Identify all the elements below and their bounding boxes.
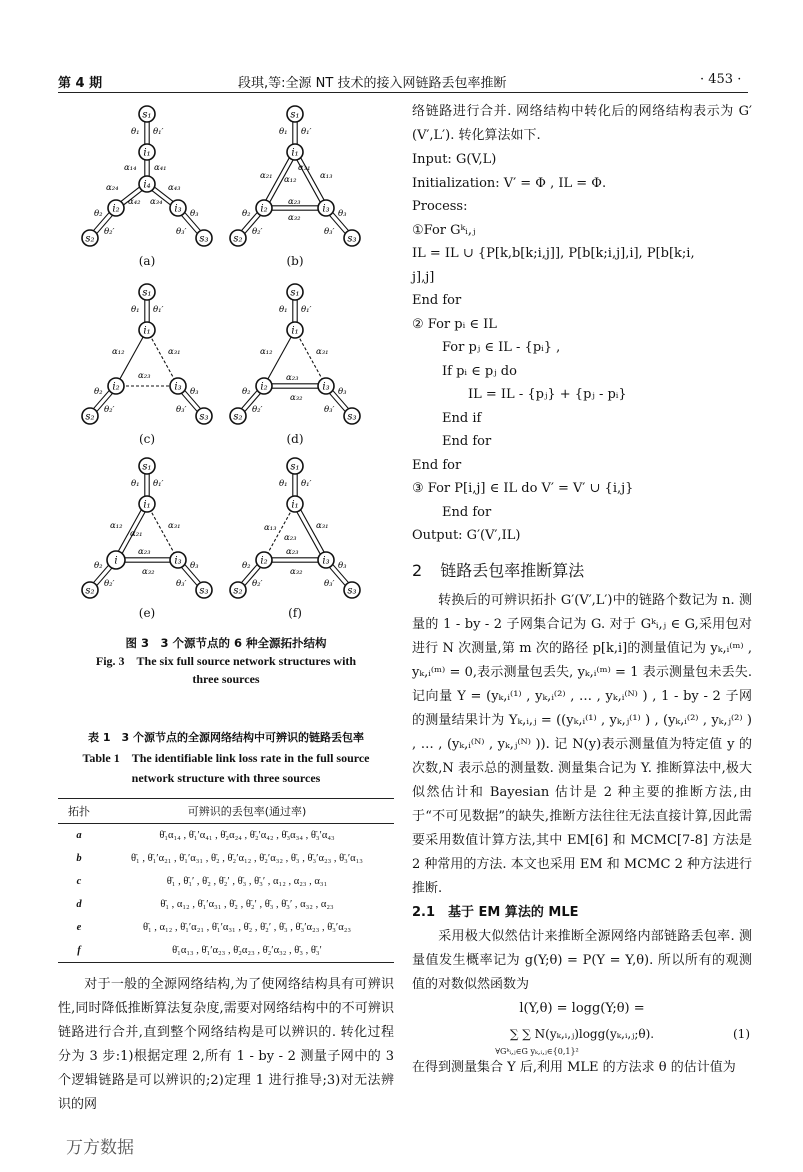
theta-label: θ₂′ [252,405,263,415]
algorithm-line: IL = IL ∪ {P[k,b[k;i,j]], P[b[k;i,j],i], P[b[k;i, [412,246,695,261]
algorithm-line: Process: [412,199,468,214]
formula-line-2 [412,1021,752,1056]
theta-label: θ₃ [190,387,199,397]
theta-label: θ₃ [338,387,347,397]
theta-label: θ₃′ [324,405,335,415]
alpha-label: α₂₃ [286,373,299,383]
alpha-label: α₁₂ [284,175,297,185]
source-node-label: s₁ [142,461,152,473]
theta-label: θ₂ [94,209,103,219]
algorithm-line: End for [442,504,492,520]
diagram-c [72,282,222,432]
theta-label: θ₃′ [176,579,187,589]
theta-label: θ₃′ [324,579,335,589]
alpha-label: α₂₄ [106,183,119,193]
algorithm-line: End for [412,293,462,308]
algorithm-line: End for [412,457,462,473]
internal-node-label: i₁ [143,499,151,511]
alpha-label: α₃₂ [290,393,303,403]
diagram-a [72,104,222,254]
col-header-topology: 拓扑 [58,799,100,824]
panel-b [220,104,370,254]
closing-paragraph: 在得到测量集合 Y 后,利用 MLE 的方法求 θ 的估计值为 [412,1059,736,1075]
theta-label: θ₁ [279,127,288,137]
diagram-e [72,456,222,606]
subsection-text: 采用极大似然估计来推断全源网络内部链路丢包率. 测量值发生概率记为 g(Y;θ) = P(Y = Y,θ). 所以所有的观测值的对数似然函数为 [412,928,752,992]
internal-node-label: i₃ [174,555,182,567]
col-header-rates: 可辨识的丢包率(通过率) [100,799,394,824]
section-2-paragraph [412,589,752,901]
alpha-label: α₂₃ [138,371,151,381]
internal-node-label: i₂ [260,203,268,215]
panel-d [220,282,370,432]
theta-label: θ₂ [94,561,103,571]
table-caption-cn: 表 1 3 个源节点的全源网络结构中可辨识的链路丢包率 [88,731,364,744]
header-rule [58,92,748,93]
subsection-paragraph [412,925,752,997]
alpha-label: α₃₂ [290,567,303,577]
internal-node-label: i₁ [291,147,299,159]
theta-label: θ₂ [94,387,103,397]
table-row [58,916,394,939]
source-node-label: s₂ [85,233,95,245]
algorithm-line: ③ For P[i,j] ∈ IL do V′ = V′ ∪ {i,j} [412,481,634,496]
row-value: θ̄₁α₁₄ , θ̄₁′α₄₁ , θ̄₂α₂₄ , θ̄₂′α₄₂ , θ̄₃α₃₄ , θ̄₃′α₄₃ [159,830,335,841]
source-node-label: s₃ [199,411,209,423]
algorithm-line: IL = IL - {pⱼ} + {pⱼ - pᵢ} [442,387,627,402]
alpha-label: α₁₂ [112,347,125,357]
table-row [58,824,394,848]
figure-caption-cn: 图 3 3 个源节点的 6 种全源拓扑结构 [125,636,327,650]
theta-label: θ₁ [279,305,288,315]
section-number: 2 [412,560,423,580]
table-row [58,847,394,870]
table-row [58,870,394,893]
algorithm-line: If pᵢ ∈ pⱼ do [442,363,517,379]
theta-label: θ₁′ [153,479,164,489]
algorithm-line: Initialization: V′ = Φ , IL = Φ. [412,175,607,191]
panel-f [220,456,370,606]
alpha-label: α₁₃ [264,523,277,533]
section-title: 链路丢包率推断算法 [440,560,585,580]
source-node-label: s₁ [142,287,152,299]
theta-label: θ₂ [242,561,251,571]
theta-label: θ₃ [338,561,347,571]
algorithm-line: End for [442,434,492,449]
table-row [58,939,394,963]
figure-caption-en-2: three sources [192,672,260,686]
alpha-label: α₂₁ [260,171,273,181]
right-column [412,100,752,1080]
theta-label: θ₃ [338,209,347,219]
intro-paragraph: 络链路进行合并. 网络结构中转化后的网络结构表示为 G′(V′,L′). 转化算法如下. [412,104,752,143]
formula-line-1: l(Y,θ) = logg(Y;θ) = [519,1000,645,1016]
diagram-f [220,456,370,606]
alpha-label: α₄₁ [154,163,167,173]
alpha-label: α₂₃ [284,533,297,543]
theta-label: θ₂ [242,387,251,397]
source-node-label: s₂ [233,411,243,423]
row-key: f [58,939,100,963]
table-1 [58,798,394,963]
alpha-label: α₄₂ [128,197,141,207]
alpha-label: α₃₁ [316,347,329,357]
row-key: b [76,853,82,864]
internal-node-label: i₁ [143,325,151,337]
theta-label: θ₁′ [301,127,312,137]
table-caption-en-1: Table 1 The identifiable link loss rate in the full source [82,751,370,765]
algorithm-line: End if [442,410,482,426]
theta-label: θ₃ [190,561,199,571]
row-key: d [76,899,82,910]
theta-label: θ₁ [279,479,288,489]
theta-label: θ₂′ [252,227,263,237]
row-value: θ̄₁ , θ̄₁′α₂₁ , θ̄₁′α₃₁ , θ̄₂ , θ̄₂′α₁₂ , θ̄₂′α₃₂ , θ̄₃ , θ̄₃′α₂₃ , θ̄₃′α₁₃ [131,853,363,864]
source-node-label: s₁ [290,461,300,473]
theta-label: θ₃′ [324,227,335,237]
alpha-label: α₃₂ [288,213,301,223]
alpha-label: α₂₃ [288,197,301,207]
algorithm-block [412,148,752,548]
alpha-label: α₁₂ [110,521,123,531]
algorithm-line: Output: G′(V′,IL) [412,528,521,543]
internal-node-label: i [114,555,118,567]
internal-node-label: i₄ [143,179,151,191]
panel-label-a: (a) [138,254,156,268]
algorithm-line: For pⱼ ∈ IL - {pᵢ} , [442,340,561,355]
alpha-label: α₂₁ [130,529,143,539]
left-paragraph-text: 对于一般的全源网络结构,为了使网络结构具有可辨识性,同时降低推断算法复杂度,需要对网络结构中的不可辨识链路进行合并,直到整个网络结构是可以辨识的. 转化过程分为 3 步:1)根据定理 2,所有 1 - by - 2 测量子网中的 3 个逻辑链路是可以辨识的;2)定理 1 进行推导;3)对无法辨识的网 [58,977,394,1112]
alpha-label: α₄₃ [168,183,181,193]
internal-link [147,504,178,560]
source-node-label: s₂ [85,585,95,597]
theta-label: θ₂′ [104,405,115,415]
section-2-text: 转换后的可辨识拓扑 G′(V′,L′)中的链路个数记为 n. 测量的 1 - by - 2 子网集合记为 G. 对于 Gᵏᵢ,ⱼ ∈ G,采用包对进行 N 次测量,第 m 次的路径 p[k,i]的测量值记为 yₖ,ᵢ⁽ᵐ⁾ , yₖ,ᵢ⁽ᵐ⁾ = 0,表示测量包丢失, yₖ,ᵢ⁽ᵐ⁾ = 1 表示测量包未丢失. 记向量 Y = (yₖ,ᵢ⁽¹⁾ , yₖ,ᵢ⁽²⁾ , … , yₖ,ᵢ⁽ᴺ⁾ ) , 1 - by - 2 子网的测量结果计为 Yₖ,ᵢ,ⱼ = ((yₖ,ᵢ⁽¹⁾ , yₖ,ⱼ⁽¹⁾ ) , (yₖ,ᵢ⁽²⁾ , yₖ,ⱼ⁽²⁾ ) , … , (yₖ,ᵢ⁽ᴺ⁾ , yₖ,ⱼ⁽ᴺ⁾ )). 记 N(y)表示测量值为特定值 y 的次数,N 表示总的测量数. 测量集合记为 Y. 推断算法中,极大似然估计和 Bayesian 估计是 2 种主要的推断方法,由于“不可见数据”的缺失,推断方法往往无法直接计算,因此需要采用数值计算方法,其中 EM[6] 和 MCMC[7-8] 方法是 2 种常用的方法. 本文也采用 EM 和 MCMC 2 种方法进行推断. [412,592,752,896]
page-number: · 453 · [700,72,742,87]
section-2-heading [412,558,752,581]
internal-node-label: i₃ [322,381,330,393]
internal-node-label: i₃ [174,381,182,393]
source-node-label: s₁ [290,109,300,121]
source-node-label: s₃ [347,585,357,597]
internal-node-label: i₁ [143,147,151,159]
source-node-label: s₃ [347,233,357,245]
internal-node-label: i₂ [112,381,120,393]
alpha-label: α₂₃ [138,547,151,557]
algorithm-line: ② For pᵢ ∈ IL [412,316,497,332]
theta-label: θ₃′ [176,227,187,237]
running-title: 段琪,等:全源 NT 技术的接入网链路丢包率推断 [238,76,507,91]
source-node-label: s₂ [85,411,95,423]
theta-label: θ₃ [190,209,199,219]
left-paragraph [58,973,394,1117]
diagram-b [220,104,370,254]
internal-node-label: i₂ [112,203,120,215]
theta-label: θ₁ [131,127,140,137]
panel-a [72,104,222,254]
alpha-label: α₃₂ [142,567,155,577]
theta-label: θ₁′ [301,305,312,315]
panel-c [72,282,222,432]
algorithm-line: Input: G(V,L) [412,152,497,167]
internal-node-label: i₃ [322,555,330,567]
row-value: θ̄₁α₁₃ , θ̄₁′α₂₃ , θ̄₂α₂₃ , θ̄₂′α₃₂ , θ̄₃ , θ̄₃′ [100,939,394,963]
formula-subscript: ∀Gᵏᵢ,ⱼ∈G yₖ,ᵢ,ⱼ∈{0,1}² [495,1046,579,1056]
internal-link [295,330,326,386]
row-value: θ̄₁ , α₁₂ , θ̄₁′α₃₁ , θ̄₂ , θ̄₂′ , θ̄₃ , θ̄₃′ , α₃₂ , α₂₃ [160,899,334,910]
diagram-d [220,282,370,432]
subsection-2-1-heading: 2.1 基于 EM 算法的 MLE [412,904,579,920]
equation-number: (1) [733,1026,750,1041]
theta-label: θ₂′ [104,579,115,589]
panel-label-b: (b) [286,254,304,268]
source-node-label: s₁ [142,109,152,121]
issue-number: 第 4 期 [58,76,103,91]
panel-label-f: (f) [288,606,302,620]
panel-e [72,456,222,606]
row-key: e [76,922,82,933]
theta-label: θ₁ [131,479,140,489]
table-row [58,893,394,916]
algorithm-line: ①For Gᵏᵢ,ⱼ [412,222,476,238]
theta-label: θ₁′ [153,305,164,315]
row-value: θ̄₁ , α₁₂ , θ̄₁′α₂₁ , θ̄₁′α₃₁ , θ̄₂ , θ̄₂′ , θ̄₃ , θ̄₃′α₂₃ , θ̄₃′α₂₃ [142,922,352,933]
panel-label-e: (e) [138,606,156,620]
source-node-label: s₃ [347,411,357,423]
source-node-label: s₂ [233,233,243,245]
table-caption-en-2: network structure with three sources [131,771,321,785]
alpha-label: α₃₄ [150,197,163,207]
alpha-label: α₃₁ [316,521,329,531]
internal-node-label: i₁ [291,325,299,337]
internal-node-label: i₂ [260,381,268,393]
theta-label: θ₃′ [176,405,187,415]
alpha-label: α₁₃ [320,171,333,181]
panel-label-d: (d) [286,432,304,446]
page-header [0,0,803,96]
panel-label-c: (c) [138,432,156,446]
theta-label: θ₁ [131,305,140,315]
row-key: c [76,876,82,887]
internal-node-label: i₃ [174,203,182,215]
alpha-label: α₃₁ [298,163,311,173]
internal-node-label: i₃ [322,203,330,215]
left-column [58,100,394,1117]
source-node-label: s₃ [199,585,209,597]
alpha-label: α₁₂ [260,347,273,357]
figure-caption-en-1: Fig. 3 The six full source network structures with [95,654,357,668]
alpha-label: α₃₁ [168,521,181,531]
alpha-label: α₁₄ [124,163,137,173]
internal-link [147,330,178,386]
alpha-label: α₂₃ [286,547,299,557]
internal-node-label: i₂ [260,555,268,567]
source-node-label: s₁ [290,287,300,299]
theta-label: θ₁′ [153,127,164,137]
watermark: 万方数据 [66,1138,134,1158]
source-node-label: s₂ [233,585,243,597]
figure-3 [58,100,394,628]
row-key: a [76,830,82,841]
internal-node-label: i₁ [291,499,299,511]
theta-label: θ₂′ [104,227,115,237]
row-value: θ̄₁ , θ̄₁′ , θ̄₂ , θ̄₂′ , θ̄₃ , θ̄₃′ , α₁₂ , α₂₃ , α₃₁ [166,876,328,887]
alpha-label: α₃₁ [168,347,181,357]
source-node-label: s₃ [199,233,209,245]
theta-label: θ₂ [242,209,251,219]
theta-label: θ₂′ [252,579,263,589]
formula-sum: ∑ ∑ N(yₖ,ᵢ,ⱼ)logg(yₖ,ᵢ,ⱼ;θ). [509,1026,655,1041]
algorithm-line: j],j] [412,269,435,285]
theta-label: θ₁′ [301,479,312,489]
